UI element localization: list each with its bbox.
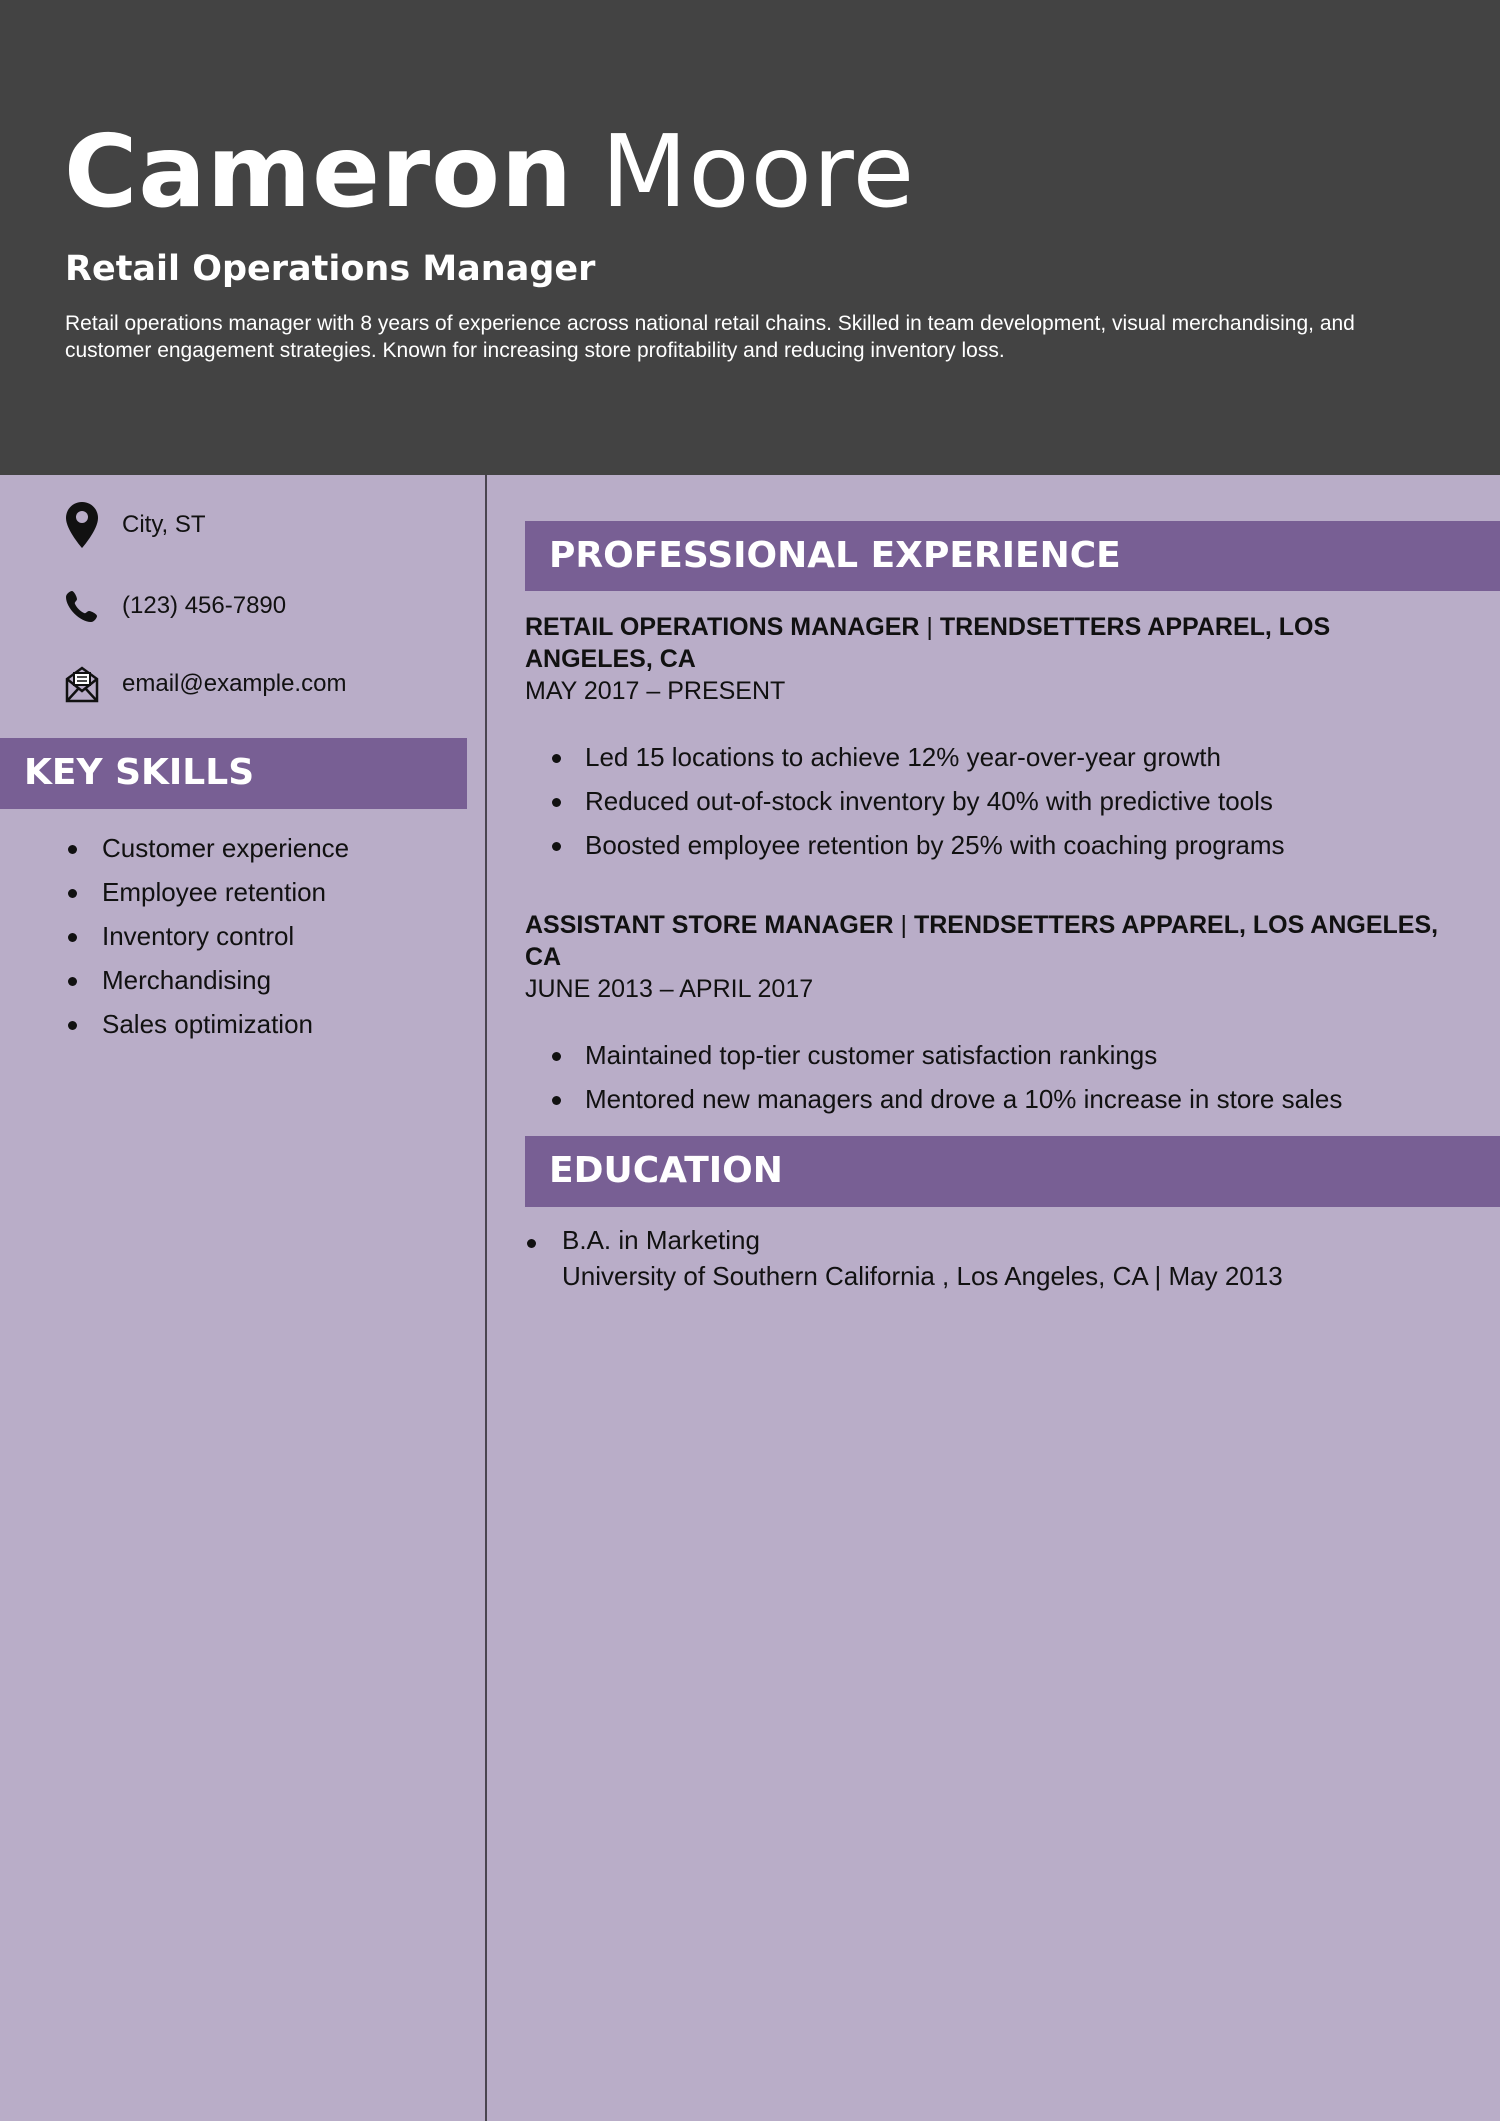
- skill-item: Merchandising: [64, 958, 349, 1002]
- location-pin-icon: [64, 501, 100, 549]
- job-dates: MAY 2017 – PRESENT: [525, 677, 786, 705]
- skill-item: Inventory control: [64, 914, 349, 958]
- location-text: City, ST: [122, 511, 206, 538]
- email-envelope-icon: [64, 660, 100, 708]
- education-heading: EDUCATION: [525, 1136, 1500, 1207]
- job-bullet: Led 15 locations to achieve 12% year-over-year growth: [548, 735, 1285, 779]
- key-skills-heading: KEY SKILLS: [0, 738, 467, 809]
- first-name: Cameron: [64, 113, 574, 230]
- job-role: ASSISTANT STORE MANAGER: [525, 911, 894, 939]
- summary: Retail operations manager with 8 years of experience across national retail chains. Skilled in team development, visual merchandising, and customer engagement strategies. Known for increasing store profitability and reducing inventory loss.: [65, 312, 1355, 362]
- phone-icon: [64, 582, 100, 630]
- job-company: TRENDSETTERS APPAREL, LOS ANGELES, CA: [525, 613, 1331, 673]
- candidate-name: [64, 112, 915, 232]
- job-title: Retail Operations Manager: [65, 249, 596, 289]
- professional-experience-heading: PROFESSIONAL EXPERIENCE: [525, 521, 1500, 591]
- education-degree: B.A. in Marketing: [562, 1225, 760, 1255]
- last-name: Moore: [601, 113, 916, 230]
- skill-item: Sales optimization: [64, 1002, 349, 1046]
- job-bullets: [548, 735, 1285, 867]
- job-dates: JUNE 2013 – APRIL 2017: [525, 975, 814, 1003]
- contact-location: [64, 501, 206, 549]
- job-bullets: [548, 1033, 1342, 1121]
- job-company: TRENDSETTERS APPAREL, LOS ANGELES, CA: [525, 911, 1439, 971]
- column-divider: [485, 475, 487, 2121]
- phone-text[interactable]: (123) 456-7890: [122, 592, 287, 619]
- skill-item: Employee retention: [64, 870, 349, 914]
- resume-header: [0, 0, 1500, 475]
- job-heading: [525, 909, 1445, 973]
- job-bullet: Reduced out-of-stock inventory by 40% with predictive tools: [548, 779, 1285, 823]
- contact-email: [64, 660, 346, 708]
- job-bullet: Maintained top-tier customer satisfaction rankings: [548, 1033, 1342, 1077]
- education-entry: [525, 1222, 1283, 1294]
- education-details: University of Southern California , Los Angeles, CA | May 2013: [562, 1261, 1283, 1291]
- skill-item: Customer experience: [64, 826, 349, 870]
- email-text[interactable]: email@example.com: [122, 670, 347, 697]
- job-bullet: Boosted employee retention by 25% with coaching programs: [548, 823, 1285, 867]
- job-role: RETAIL OPERATIONS MANAGER: [525, 613, 920, 641]
- job-heading: [525, 611, 1445, 675]
- job-separator: |: [926, 613, 933, 641]
- contact-phone: [64, 582, 286, 630]
- job-separator: |: [900, 911, 907, 939]
- skills-list: [64, 826, 349, 1046]
- job-bullet: Mentored new managers and drove a 10% increase in store sales: [548, 1077, 1342, 1121]
